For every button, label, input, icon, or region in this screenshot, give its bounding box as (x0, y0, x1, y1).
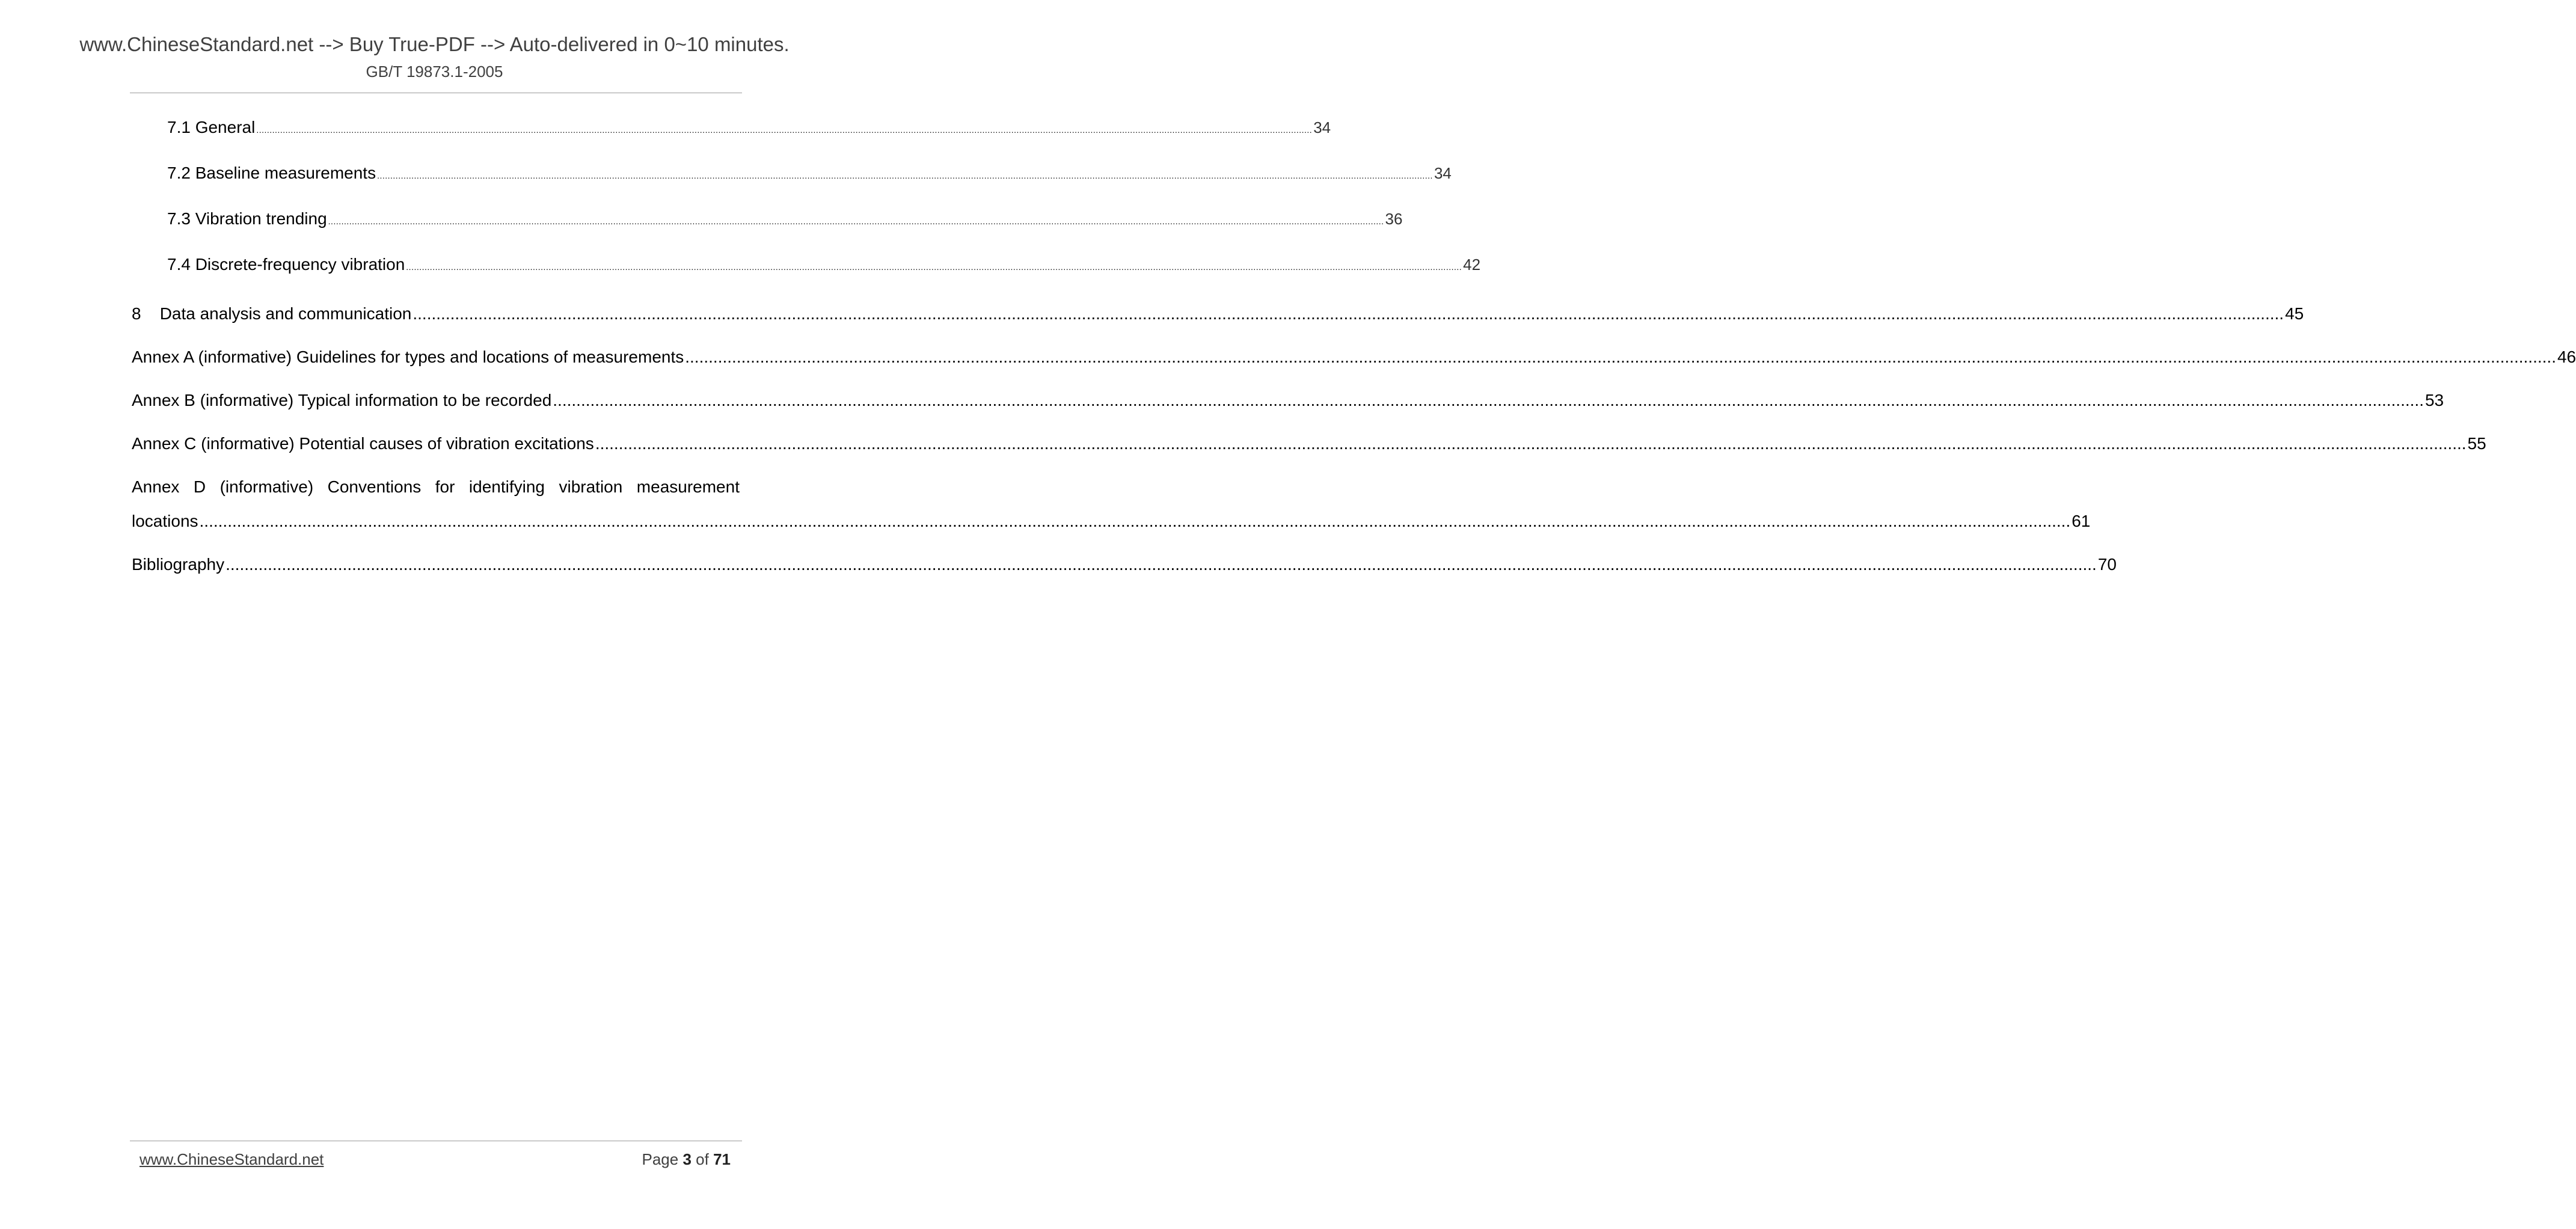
toc-entry-annex-c[interactable] (132, 434, 2486, 453)
toc-entry-annex-b[interactable] (132, 391, 2444, 410)
annex-d-word: measurement (636, 477, 740, 496)
leader-dots: ................................................................................................................................................................................................................................................................................................................................................................................................................ (406, 262, 1462, 272)
toc-entry-annex-d-line1[interactable] (132, 477, 740, 497)
annex-d-word: (informative) (219, 477, 314, 496)
annex-d-word: D (193, 477, 206, 496)
toc-entry-7-1[interactable] (167, 118, 1331, 137)
leader-dots: ................................................................................................................................................................................................................................................................................................................................................................................................................ (377, 171, 1433, 180)
annex-d-word: identifying (468, 477, 545, 496)
leader-dots: ................................................................................................................................................................................................................................................................................................................................................................................................................ (412, 304, 2284, 323)
leader-dots: ................................................................................................................................................................................................................................................................................................................................................................................................................ (685, 348, 2556, 366)
toc-entry-label: 7.4 Discrete-frequency vibration (167, 255, 405, 274)
toc-entry-annex-d-line2[interactable] (132, 512, 2091, 531)
toc-entry-page: 45 (2285, 304, 2304, 323)
toc-entry-label: Annex C (informative) Potential causes of vibration excitations (132, 434, 594, 453)
toc-entry-page: 36 (1385, 210, 1403, 228)
toc-entry-page: 34 (1434, 164, 1452, 182)
toc-entry-page: 46 (2557, 348, 2576, 366)
toc-entry-page: 53 (2424, 391, 2444, 409)
leader-dots: ................................................................................................................................................................................................................................................................................................................................................................................................................ (553, 391, 2424, 409)
leader-dots: ................................................................................................................................................................................................................................................................................................................................................................................................................ (256, 125, 1313, 135)
toc-entry-label: 7.2 Baseline measurements (167, 164, 376, 182)
annex-d-word: for (435, 477, 455, 496)
header-banner: www.ChineseStandard.net --> Buy True-PDF --> Auto-delivered in 0~10 minutes. (79, 33, 790, 55)
annex-d-word: Annex (132, 477, 180, 496)
toc-entry-label: locations (132, 512, 198, 530)
toc-entry-label: Bibliography (132, 555, 225, 574)
toc-entry-page: 42 (1463, 256, 1481, 274)
toc-entry-7-2[interactable] (167, 164, 1452, 183)
page-number (642, 1150, 731, 1169)
leader-dots: ................................................................................................................................................................................................................................................................................................................................................................................................................ (328, 216, 1384, 226)
page-of: of (696, 1150, 709, 1168)
annex-d-word: Conventions (327, 477, 422, 496)
page-current: 3 (682, 1150, 692, 1168)
document-code: GB/T 19873.1-2005 (366, 63, 503, 81)
footer-site-link[interactable]: www.ChineseStandard.net (140, 1150, 324, 1168)
toc-entry-8[interactable] (132, 304, 2304, 323)
annex-d-word: vibration (559, 477, 623, 496)
leader-dots: ................................................................................................................................................................................................................................................................................................................................................................................................................ (199, 512, 2071, 530)
toc-entry-annex-a[interactable] (132, 348, 2576, 367)
page-total: 71 (713, 1150, 731, 1168)
toc-entry-page: 61 (2072, 512, 2091, 530)
leader-dots: ................................................................................................................................................................................................................................................................................................................................................................................................................ (225, 555, 2097, 574)
toc-entry-7-3[interactable] (167, 209, 1403, 228)
toc-entry-page: 70 (2097, 555, 2117, 574)
toc-entry-page: 34 (1313, 118, 1331, 136)
page-prefix: Page (642, 1150, 679, 1168)
toc-entry-bibliography[interactable] (132, 555, 2117, 574)
toc-entry-7-4[interactable] (167, 255, 1481, 274)
toc-entry-label: 7.1 General (167, 118, 256, 136)
toc-entry-label: Annex B (informative) Typical information to be recorded (132, 391, 552, 409)
toc-entry-label: 8 Data analysis and communication (132, 304, 412, 323)
toc-entry-label: Annex A (informative) Guidelines for types and locations of measurements (132, 348, 684, 366)
toc-entry-label: 7.3 Vibration trending (167, 209, 327, 228)
toc-entry-page: 55 (2467, 434, 2486, 453)
leader-dots: ................................................................................................................................................................................................................................................................................................................................................................................................................ (595, 434, 2467, 453)
